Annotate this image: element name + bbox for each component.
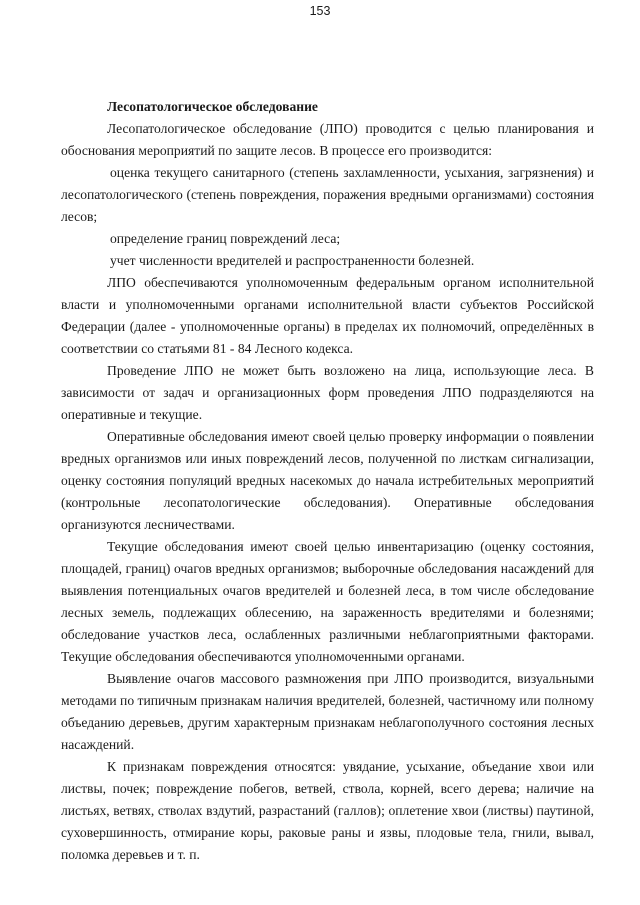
list-item-boundaries: определение границ повреждений леса; xyxy=(110,231,341,246)
paragraph-intro: Лесопатологическое обследование (ЛПО) проводится с целью планирования и обоснования мероприятий по защите лесов. В процессе его производится: xyxy=(61,121,594,158)
paragraph-detection: Выявление очагов массового размножения при ЛПО производится, визуальными методами по типичным признакам наличия вредителей, болезней, частичному или полному объеданию деревьев, другим характерным признакам неблагополучного состояния лесных насаждений. xyxy=(61,671,594,752)
paragraph-authorities: ЛПО обеспечиваются уполномоченным федеральным органом исполнительной власти и уполномоченными органами исполнительной власти субъектов Российской Федерации (далее - уполномоченные органы) в пределах их полномочий, определённых в соответствии со статьями 81 - 84 Лесного кодекса. xyxy=(61,275,594,356)
list-item-pest-count: учет численности вредителей и распространенности болезней. xyxy=(110,253,475,268)
paragraph-operational: Оперативные обследования имеют своей целью проверку информации о появлении вредных организмов или иных повреждений лесов, полученной по листкам сигнализации, оценку состояния популяций вредных насекомых до начала истребительных мероприятий (контрольные лесопатологические обследования). Оперативные обследования организуются лесничествами. xyxy=(61,429,594,532)
list-item-assessment: оценка текущего санитарного (степень захламленности, усыхания, загрязнения) и лесопатологического (степень повреждения, поражения вредными организмами) состояния лесов; xyxy=(61,165,594,224)
page-number: 153 xyxy=(309,4,331,18)
section-heading: Лесопатологическое обследование xyxy=(107,99,318,114)
paragraph-damage-signs: К признакам повреждения относятся: увядание, усыхание, объедание хвои или листвы, почек; повреждение побегов, ветвей, ствола, корней, всего дерева; наличие на листьях, ветвях, стволах вздутий, разрастаний (галлов); оплетение хвои (листвы) паутиной, суховершинность, отмирание коры, раковые раны и язвы, плодовые тела, гнили, вывал, поломка деревьев и т. п. xyxy=(61,759,594,862)
paragraph-restrictions: Проведение ЛПО не может быть возложено на лица, использующие леса. В зависимости от задач и организационных форм проведения ЛПО подразделяются на оперативные и текущие. xyxy=(61,363,594,422)
document-body xyxy=(61,96,594,866)
paragraph-current: Текущие обследования имеют своей целью инвентаризацию (оценку состояния, площадей, границ) очагов вредных организмов; выборочные обследования насаждений для выявления потенциальных очагов вредителей и болезней леса, в том числе обследование лесных земель, подлежащих облесению, на зараженность вредителями и болезнями; обследование участков леса, ослабленных различными неблагоприятными факторами. Текущие обследования обеспечиваются уполномоченными органами. xyxy=(61,539,594,664)
